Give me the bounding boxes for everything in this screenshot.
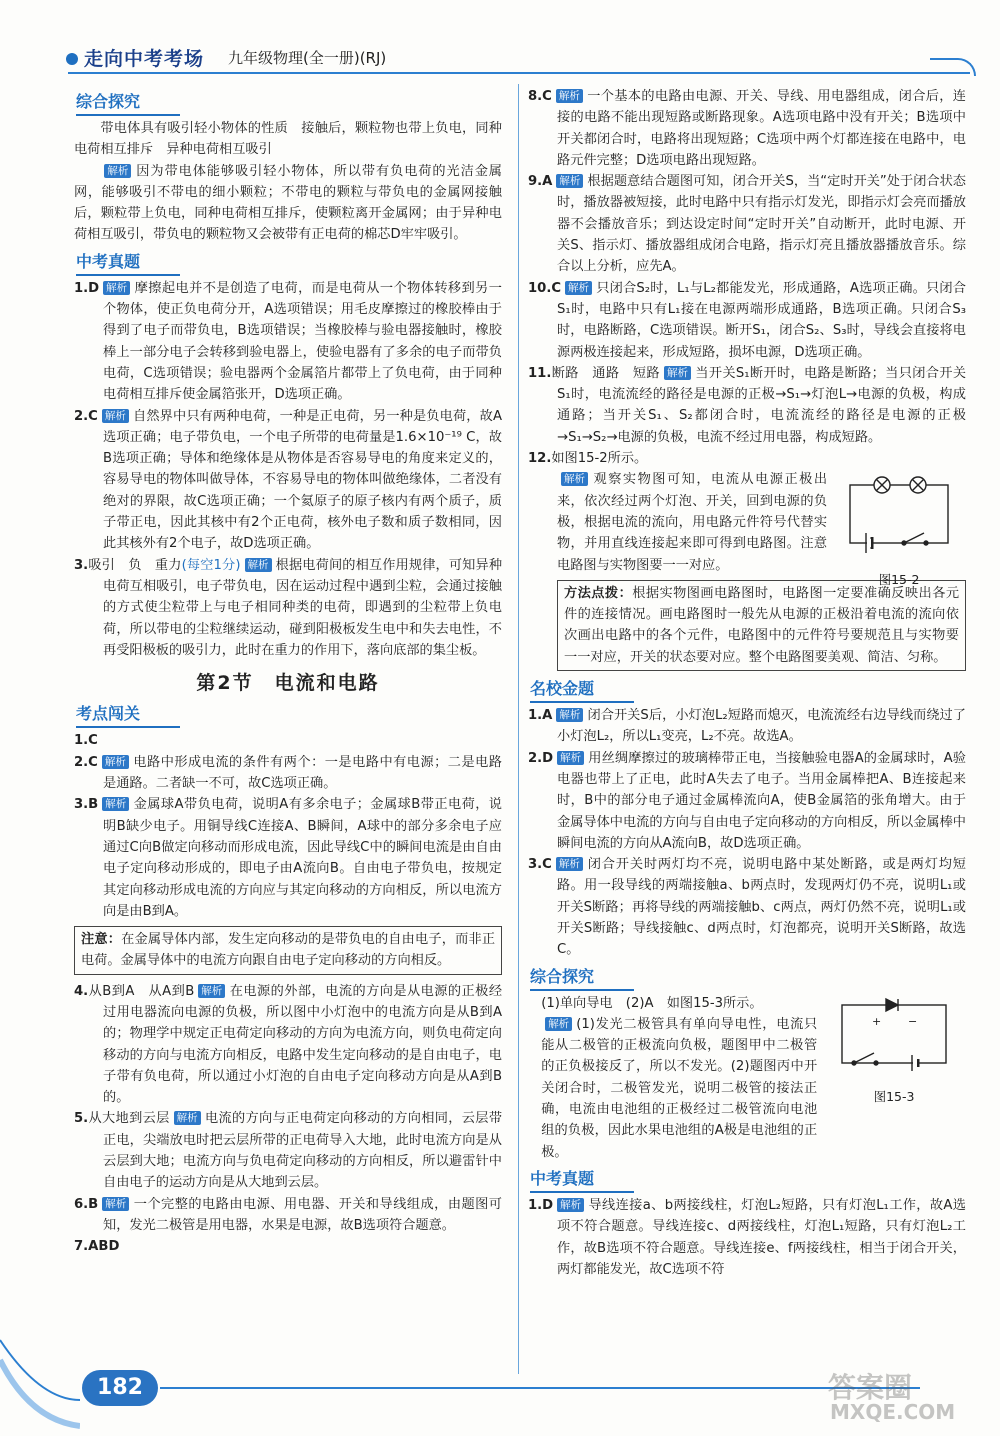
answer-item: 2.D 解析 用丝绸摩擦过的玻璃棒带正电，当接触验电器A的金属球时，A验电器也带上了正电，此时A失去了电子。当用金属棒把A、B连接起来时，B中的部分电子通过金属棒流向A，使B金属箔的张角增大。由于金属导体中电流的方向与自由电子定向移动的方向相反，所以金属棒中瞬间电流的方向从A流向B，故D选项正确。	[528, 750, 966, 851]
circuit-diagram	[840, 469, 958, 561]
analysis-paragraph: 解析 观察实物图可知，电流从电源正极出来，依次经过两个灯泡、开关，回到电源的负极，根据电流的流向，用电路元件符号代替实物，并用直线连接起来即可得到电路图。注意电路图与实物图要一一对应。	[557, 472, 828, 573]
analysis-tag: 解析	[556, 174, 583, 188]
answer-item: 3.B 解析 金属球A带负电荷，说明A有多余电子；金属球B带正电荷，说明B缺少电子。用铜导线C连接A、B瞬间，A球中的部分多余电子应通过C向B做定向移动而形成电流，因此导线C中的瞬间电流是由自由电子定向移动形成的，即电子由A流向B。自由电子带负电，按规定其定向移动形成电流的方向应与其定向移动的方向相反，所以电流方向是由B到A。	[74, 797, 502, 919]
answer-item: 2.C 解析 电路中形成电流的条件有两个：一是电路中有电源；二是电路是通路。二者缺一不可，故C选项正确。	[74, 754, 502, 792]
analysis-tag: 解析	[556, 708, 583, 722]
analysis-tag: 解析	[545, 1017, 572, 1031]
figure-caption: 图15-3	[873, 1088, 915, 1104]
circuit-figure-15-3	[828, 993, 960, 1108]
answer-item: 11.断路 通路 短路 解析 当开关S₁断开时，电路是断路；当只闭合开关S₁时，电流流经的路径是电源的正极→S₁→灯泡L→电源的负极，构成通路；当开关S₁、S₂都闭合时，电流流经的路径是电源的正极→S₁→S₂→电源的负极，电流不经过用电器，构成短路。	[528, 365, 967, 445]
analysis-tag: 解析	[102, 797, 129, 811]
analysis-tag: 解析	[102, 409, 129, 423]
analysis-tag: 解析	[102, 1197, 129, 1211]
circuit-figure-15-2	[840, 469, 958, 590]
header-rule	[68, 72, 970, 74]
analysis-tag: 解析	[664, 366, 691, 380]
answer-text: (1)单向导电 (2)A 如图15-3所示。 解析 (1)发光二极管具有单向导电性，电流只能从二极管的正极流向负极，题图甲中二极管的正负极接反了，所以不发光。(2)题图丙中开关闭合时，二极管发光，说明二极管的接法正确，电流由电池组的正极经过二极管流向电池组的负极，因此水果电池组的A极是电池组的正极。	[541, 995, 818, 1160]
page-header	[0, 0, 1000, 80]
analysis-tag: 解析	[245, 558, 272, 572]
analysis-tag: 解析	[104, 164, 131, 178]
answer-item: 3.C 解析 闭合开关时两灯均不亮，说明电路中某处断路，或是两灯均短路。用一段导线的两端接触a、b两点时，发现两灯仍不亮，说明L₁或开关S断路；再将导线的两端接触b、c两点，两灯仍然不亮，说明L₁或开关S断路；导线接触c、d两点时，灯泡都亮，说明开关S断路，故选C。	[528, 857, 966, 958]
section-title: 考点闯关	[76, 702, 502, 728]
answer-item: 3.吸引 负 重力(每空1分) 解析 根据电荷间的相互作用规律，可知异种电荷互相吸引，电子带负电，因在运动过程中遇到尘粒，会通过接触的方式使尘粒带上与电子相同种类的电荷，即遇到的尘粒带上负电荷，所以带电的尘粒继续运动，碰到阳极板发生电中和失去电性，不再受阳极板的吸引力，此时在重力的作用下，落向底部的集尘板。	[74, 557, 503, 658]
figure-caption: 图15-2	[878, 571, 920, 587]
header-curve	[930, 58, 976, 76]
watermark-url: MXQE.COM	[830, 1400, 956, 1424]
page-number: 182	[82, 1370, 158, 1406]
answer-item: 6.B 解析 一个完整的电路由电源、用电器、开关和导线组成，由题图可知，发光二极管是用电器，水果是电源，故B选项符合题意。	[74, 1196, 502, 1233]
section-title: 名校金题	[530, 677, 966, 703]
answer-item: 7.ABD	[74, 1239, 120, 1255]
analysis-tag: 解析	[102, 755, 129, 769]
analysis-tag: 解析	[557, 1198, 584, 1212]
answer-text: 带电体具有吸引轻小物体的性质 接触后，颗粒物也带上负电，同种电荷相互排斥 异种电荷相互吸引	[74, 121, 502, 158]
section-title: 综合探究	[530, 965, 966, 991]
section-title: 综合探究	[76, 90, 502, 116]
book-brand: 走向中考考场	[84, 48, 205, 70]
column-divider	[518, 84, 519, 1374]
score-note: (每空1分)	[181, 557, 241, 573]
svg-text:+: +	[872, 1014, 882, 1028]
footer-rule	[160, 1387, 920, 1389]
right-column	[528, 86, 966, 1280]
analysis-tag: 解析	[556, 857, 583, 871]
svg-text:−: −	[908, 1014, 918, 1028]
left-column	[74, 86, 502, 1258]
answer-item: 1.C	[74, 733, 98, 749]
answer-item: 1.D 解析 摩擦起电并不是创造了电荷，而是电荷从一个物体转移到另一个物体，使正负电荷分开，A选项错误；用毛皮摩擦过的橡胶棒由于得到了电子而带负电，B选项错误；当橡胶棒与验电器接触时，橡胶棒上一部分电子会转移到验电器上，使验电器有了多余的电子而带负电荷，C选项错误；验电器两个金属箔片都带上了负电荷，由于同种电荷相互排斥使金属箔张开，D选项正确。	[74, 280, 502, 403]
answer-with-figure	[528, 469, 966, 587]
diode-circuit-diagram	[828, 993, 960, 1079]
answer-item: 12.如图15-2所示。	[528, 451, 648, 467]
answer-item: 1.D 解析 导线连接a、b两接线柱，灯泡L₂短路，只有灯泡L₁工作，故A选项不符合题意。导线连接c、d两接线柱，灯泡L₁短路，只有灯泡L₂工作，故B选项不符合题意。导线连接e、f两接线柱，相当于闭合开关，两灯都能发光，故C选项不符	[528, 1197, 966, 1277]
answer-item: 10.C 解析 只闭合S₂时，L₁与L₂都能发光，形成通路，A选项正确。只闭合S₁时，电路中只有L₁接在电源两端形成通路，B选项正确。只闭合S₃时，电路断路，C选项错误。断开S₁，闭合S₂、S₃时，导线会直接将电源两极连接起来，形成短路，损坏电源，D选项正确。	[528, 280, 966, 360]
analysis-tag: 解析	[557, 751, 584, 765]
answer-item: 2.C 解析 自然界中只有两种电荷，一种是正电荷，另一种是负电荷，故A选项正确；电子带负电，一个电子所带的电荷量是1.6×10⁻¹⁹ C，故B选项正确；导体和绝缘体是从物体是否容易导电的角度来定义的，容易导电的物体叫做导体，不容易导电的物体叫做绝缘体，二者没有绝对的界限，故C选项正确；一个氦原子的原子核内有两个质子，质子带正电，因此其核中有2个正电荷，核外电子数和质子数相同，因此其核外有2个电子，故D选项正确。	[74, 408, 502, 552]
analysis-tag: 解析	[174, 1111, 201, 1125]
analysis-tag: 解析	[556, 89, 583, 103]
answer-with-figure	[528, 993, 966, 1163]
analysis-tag: 解析	[103, 281, 130, 295]
note-box: 注意：在金属导体内部，发生定向移动的是带负电的自由电子，而非正电荷。金属导体中的电流方向跟自由电子定向移动的方向相反。	[74, 926, 502, 975]
analysis-tag: 解析	[561, 472, 588, 486]
section-title: 中考真题	[530, 1167, 966, 1193]
chapter-title: 第2节 电流和电路	[196, 672, 380, 695]
corner-decoration	[0, 1330, 80, 1436]
watermark-logo: 答案圈	[828, 1371, 913, 1404]
section-title: 中考真题	[76, 250, 502, 276]
analysis-paragraph: 解析 因为带电体能够吸引轻小物体，所以带有负电荷的光洁金属网，能够吸引不带电的细小颗粒；不带电的颗粒与带负电的金属网接触后，颗粒带上负电，同种电荷相互排斥，使颗粒离开金属网；由于异种电荷相互吸引，带负电的颗粒物又会被带有正电荷的棉芯D牢牢吸引。	[74, 163, 502, 243]
analysis-tag: 解析	[565, 281, 592, 295]
answer-item: 1.A 解析 闭合开关S后，小灯泡L₂短路而熄灭，电流流经右边导线而绕过了小灯泡L₂，所以L₁变亮，L₂不亮。故选A。	[528, 708, 966, 745]
method-tip-box: 方法点拨：根据实物图画电路图时，电路图一定要准确反映出各元件的连接情况。画电路图时一般先从电源的正极沿着电流的流向依次画出电路中的各个元件，电路图中的元件符号要规范且与实物要一一对应，开关的状态要对应。整个电路图要美观、简洁、匀称。	[557, 580, 966, 671]
bullet-icon	[66, 53, 78, 65]
answer-item: 4.从B到A 从A到B 解析 在电源的外部，电流的方向是从电源的正极经过用电器流向电源的负极，所以图中小灯泡中的电流方向是从B到A的；物理学中规定正电荷定向移动的方向为电流方向，则负电荷定向移动的方向与电流方向相反，电路中发生定向移动的是自由电子，电子带有负电荷，所以通过小灯泡的自由电子定向移动方向是从A到B的。	[74, 983, 502, 1106]
analysis-tag: 解析	[198, 984, 225, 998]
answer-item: 8.C 解析 一个基本的电路由电源、开关、导线、用电器组成，闭合后，连接的电路不能出现短路或断路现象。A选项电路中没有开关；B选项中开关都闭合时，电路将出现短路；C选项中两个灯都连接在电路中，电路元件完整；D选项电路出现短路。	[528, 89, 966, 168]
answer-item: 5.从大地到云层 解析 电流的方向与正电荷定向移动的方向相同，云层带正电，尖端放电时把云层所带的正电荷导入大地，此时电流方向是从云层到大地；电流方向与负电荷定向移动的方向相反，所以避雷针中自由电子的运动方向是从大地到云层。	[74, 1111, 503, 1191]
answer-item: 9.A 解析 根据题意结合题图可知，闭合开关S，当“定时开关”处于闭合状态时，播放器被短接，此时电路中只有指示灯发光，即指示灯会亮而播放器不会播放音乐；到达设定时间“定时开关”自动断开，此时电源、开关S、指示灯、播放器组成闭合电路，指示灯亮且播放器播放音乐。综合以上分析，应先A。	[528, 174, 966, 275]
book-subtitle: 九年级物理(全一册)(RJ)	[228, 49, 387, 67]
